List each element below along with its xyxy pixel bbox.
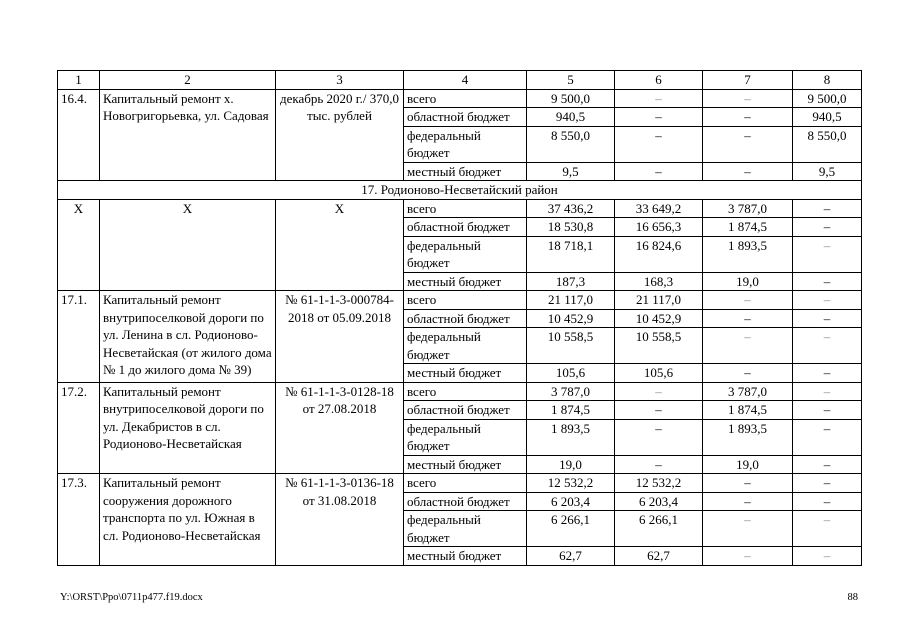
document-ref: № 61-1-1-3-000784-2018 от 05.09.2018 [276, 291, 404, 383]
value-col7: – [703, 309, 793, 328]
value-col8: – [793, 328, 862, 364]
value-col5: 187,3 [527, 272, 615, 291]
budget-label: областной бюджет [404, 492, 527, 511]
value-col6: – [615, 419, 703, 455]
value-col7: – [703, 328, 793, 364]
row-number: 17.3. [58, 474, 100, 566]
document-ref: № 61-1-1-3-0136-18 от 31.08.2018 [276, 474, 404, 566]
value-col6: 10 452,9 [615, 309, 703, 328]
value-col5: 10 452,9 [527, 309, 615, 328]
value-col8: – [793, 291, 862, 310]
table-row [58, 474, 862, 493]
value-col5: 1 874,5 [527, 401, 615, 420]
value-col6: 21 117,0 [615, 291, 703, 310]
file-path: Y:\ORST\Ppo\0711p477.f19.docx [60, 592, 203, 603]
value-col6: 105,6 [615, 364, 703, 383]
value-col5: 3 787,0 [527, 382, 615, 401]
value-col8: – [793, 236, 862, 272]
section-row [58, 181, 862, 200]
table-row [58, 382, 862, 401]
document-ref: Х [276, 199, 404, 291]
object-name: Капитальный ремонт внутрипоселковой дороги по ул. Ленина в сл. Родионово-Несветайская (от жилого дома № 1 до жилого дома № 39) [100, 291, 276, 383]
col-header: 8 [793, 71, 862, 90]
budget-label: областной бюджет [404, 401, 527, 420]
budget-label: местный бюджет [404, 547, 527, 566]
value-col7: 19,0 [703, 272, 793, 291]
value-col6: – [615, 89, 703, 108]
row-number: Х [58, 199, 100, 291]
col-header: 6 [615, 71, 703, 90]
value-col5: 18 530,8 [527, 218, 615, 237]
value-col5: 9 500,0 [527, 89, 615, 108]
value-col6: – [615, 108, 703, 127]
budget-label: федеральный бюджет [404, 328, 527, 364]
object-name: Капитальный ремонт сооружения дорожного транспорта по ул. Южная в сл. Родионово-Несветайская [100, 474, 276, 566]
col-header: 5 [527, 71, 615, 90]
table-row [58, 89, 862, 108]
value-col7: – [703, 162, 793, 181]
value-col8: – [793, 218, 862, 237]
row-number: 17.1. [58, 291, 100, 383]
budget-label: областной бюджет [404, 108, 527, 127]
value-col6: 16 824,6 [615, 236, 703, 272]
budget-label: всего [404, 291, 527, 310]
value-col5: 105,6 [527, 364, 615, 383]
value-col6: – [615, 382, 703, 401]
object-name: Капитальный ремонт внутрипоселковой дороги по ул. Декабристов в сл. Родионово-Несветайская [100, 382, 276, 474]
col-header: 4 [404, 71, 527, 90]
value-col5: 1 893,5 [527, 419, 615, 455]
value-col7: – [703, 108, 793, 127]
section-title: 17. Родионово-Несветайский район [58, 181, 862, 200]
value-col7: – [703, 547, 793, 566]
value-col6: 6 203,4 [615, 492, 703, 511]
budget-label: всего [404, 382, 527, 401]
value-col7: – [703, 511, 793, 547]
value-col6: 62,7 [615, 547, 703, 566]
value-col5: 18 718,1 [527, 236, 615, 272]
value-col5: 9,5 [527, 162, 615, 181]
value-col7: – [703, 126, 793, 162]
value-col7: – [703, 364, 793, 383]
budget-label: федеральный бюджет [404, 126, 527, 162]
document-ref: № 61-1-1-3-0128-18 от 27.08.2018 [276, 382, 404, 474]
value-col8: 8 550,0 [793, 126, 862, 162]
value-col8: 9,5 [793, 162, 862, 181]
value-col8: – [793, 364, 862, 383]
value-col8: 940,5 [793, 108, 862, 127]
value-col5: 37 436,2 [527, 199, 615, 218]
value-col7: 1 893,5 [703, 236, 793, 272]
value-col5: 940,5 [527, 108, 615, 127]
value-col7: 3 787,0 [703, 199, 793, 218]
budget-label: всего [404, 89, 527, 108]
value-col8: – [793, 309, 862, 328]
value-col5: 6 266,1 [527, 511, 615, 547]
page-number: 88 [847, 592, 858, 603]
value-col7: – [703, 474, 793, 493]
row-number: 16.4. [58, 89, 100, 181]
value-col6: – [615, 162, 703, 181]
col-header: 2 [100, 71, 276, 90]
document-ref: декабрь 2020 г./ 370,0 тыс. рублей [276, 89, 404, 181]
value-col6: – [615, 126, 703, 162]
value-col5: 12 532,2 [527, 474, 615, 493]
table-row [58, 291, 862, 310]
object-name: Капитальный ремонт х. Новогригорьевка, ул. Садовая [100, 89, 276, 181]
value-col6: – [615, 401, 703, 420]
value-col5: 62,7 [527, 547, 615, 566]
budget-label: местный бюджет [404, 162, 527, 181]
value-col8: – [793, 419, 862, 455]
object-name: Х [100, 199, 276, 291]
table-row [58, 199, 862, 218]
row-number: 17.2. [58, 382, 100, 474]
value-col8: – [793, 272, 862, 291]
value-col6: 12 532,2 [615, 474, 703, 493]
value-col6: 16 656,3 [615, 218, 703, 237]
value-col8: – [793, 455, 862, 474]
value-col7: 1 874,5 [703, 401, 793, 420]
value-col8: – [793, 382, 862, 401]
col-header: 3 [276, 71, 404, 90]
budget-label: всего [404, 474, 527, 493]
value-col7: 19,0 [703, 455, 793, 474]
budget-label: федеральный бюджет [404, 236, 527, 272]
value-col8: 9 500,0 [793, 89, 862, 108]
budget-label: федеральный бюджет [404, 419, 527, 455]
value-col8: – [793, 474, 862, 493]
value-col6: 33 649,2 [615, 199, 703, 218]
value-col6: 168,3 [615, 272, 703, 291]
budget-label: федеральный бюджет [404, 511, 527, 547]
budget-label: местный бюджет [404, 455, 527, 474]
budget-label: местный бюджет [404, 364, 527, 383]
value-col8: – [793, 199, 862, 218]
budget-label: местный бюджет [404, 272, 527, 291]
value-col7: – [703, 89, 793, 108]
value-col7: 3 787,0 [703, 382, 793, 401]
value-col6: 10 558,5 [615, 328, 703, 364]
value-col5: 10 558,5 [527, 328, 615, 364]
value-col8: – [793, 547, 862, 566]
col-header: 1 [58, 71, 100, 90]
budget-label: всего [404, 199, 527, 218]
budget-table [57, 70, 862, 566]
value-col5: 8 550,0 [527, 126, 615, 162]
value-col8: – [793, 511, 862, 547]
col-header: 7 [703, 71, 793, 90]
value-col6: 6 266,1 [615, 511, 703, 547]
value-col7: – [703, 291, 793, 310]
value-col7: 1 874,5 [703, 218, 793, 237]
value-col6: – [615, 455, 703, 474]
value-col5: 6 203,4 [527, 492, 615, 511]
budget-label: областной бюджет [404, 309, 527, 328]
budget-label: областной бюджет [404, 218, 527, 237]
value-col7: – [703, 492, 793, 511]
header-row [58, 71, 862, 90]
value-col8: – [793, 401, 862, 420]
value-col8: – [793, 492, 862, 511]
value-col5: 21 117,0 [527, 291, 615, 310]
value-col5: 19,0 [527, 455, 615, 474]
value-col7: 1 893,5 [703, 419, 793, 455]
